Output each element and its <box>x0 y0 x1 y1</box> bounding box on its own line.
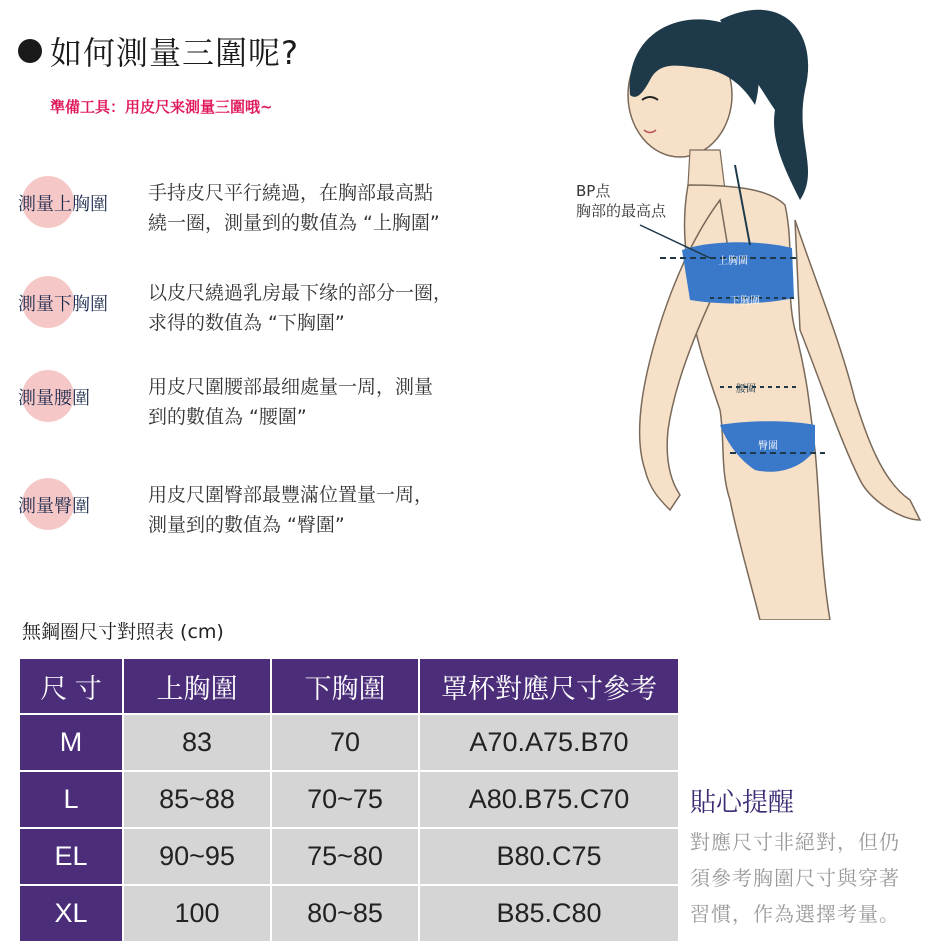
table-header-row <box>19 658 679 714</box>
under-bust-cell: 70 <box>271 714 419 771</box>
bp-point-desc: 胸部的最高点 <box>576 202 667 220</box>
step-desc-line: 到的數值為 “腰圍” <box>148 406 307 428</box>
table-row <box>19 771 679 828</box>
step-label: 測量臀圍 <box>18 496 90 517</box>
upper-bust-band-label: 上胸圍 <box>718 256 748 267</box>
step-description <box>148 178 440 238</box>
woman-figure-icon <box>570 0 950 620</box>
tip-line: 須參考胸圍尺寸與穿著 <box>690 866 900 890</box>
under-bust-cell: 80~85 <box>271 885 419 942</box>
step-desc-line: 用皮尺圍臀部最豐滿位置量一周， <box>148 484 434 506</box>
cup-cell: B85.C80 <box>419 885 679 942</box>
step-label-badge <box>18 178 138 228</box>
hip-band-label: 臀圍 <box>758 441 778 452</box>
step-label-badge <box>18 480 138 530</box>
step-desc-line: 用皮尺圍腰部最细處量一周，測量 <box>148 376 434 398</box>
step-desc-line: 手持皮尺平行繞過，在胸部最高點 <box>148 182 434 204</box>
tip-title: 貼心提醒 <box>690 788 795 818</box>
waist-band-label: 腰圍 <box>736 384 756 395</box>
header-cup-reference: 罩杯對應尺寸參考 <box>419 658 679 714</box>
upper-bust-cell: 85~88 <box>123 771 271 828</box>
table-row <box>19 828 679 885</box>
bp-point-label: BP点 <box>576 182 611 200</box>
under-bust-cell: 75~80 <box>271 828 419 885</box>
step-desc-line: 以皮尺繞過乳房最下缘的部分一圈， <box>148 282 453 304</box>
tools-subtitle: 準備工具：用皮尺来測量三圍哦~ <box>50 98 273 116</box>
cup-cell: A70.A75.B70 <box>419 714 679 771</box>
step-desc-line: 求得的数值為 “下胸圍” <box>148 312 345 334</box>
tip-line: 對應尺寸非絕對，但仍 <box>690 830 900 854</box>
header-upper-bust: 上胸圍 <box>123 658 271 714</box>
step-desc-line: 測量到的數值為 “臀圍” <box>148 514 345 536</box>
cup-cell: B80.C75 <box>419 828 679 885</box>
under-bust-cell: 70~75 <box>271 771 419 828</box>
size-cell: XL <box>19 885 123 942</box>
table-row <box>19 714 679 771</box>
step-desc-line: 繞一圈，測量到的數值為 “上胸圍” <box>148 212 440 234</box>
step-description <box>148 372 433 432</box>
header-size: 尺 寸 <box>19 658 123 714</box>
upper-bust-cell: 100 <box>123 885 271 942</box>
tip-line: 習慣，作為選擇考量。 <box>690 902 900 926</box>
page-title-text: 如何測量三圍呢? <box>50 34 299 72</box>
table-row <box>19 885 679 942</box>
step-label: 測量腰圍 <box>18 388 90 409</box>
size-cell: EL <box>19 828 123 885</box>
step-label: 測量上胸圍 <box>18 194 108 215</box>
size-cell: M <box>19 714 123 771</box>
page-title <box>18 28 299 74</box>
step-description <box>148 480 433 540</box>
header-under-bust: 下胸圍 <box>271 658 419 714</box>
step-label: 測量下胸圍 <box>18 294 108 315</box>
upper-bust-cell: 90~95 <box>123 828 271 885</box>
upper-bust-cell: 83 <box>123 714 271 771</box>
size-chart-table <box>18 657 680 943</box>
step-label-badge <box>18 278 138 328</box>
bullet-dot-icon <box>18 39 42 63</box>
body-measurement-illustration <box>570 0 950 620</box>
step-description <box>148 278 452 338</box>
size-table-caption: 無鋼圈尺寸對照表 (cm) <box>22 621 224 643</box>
under-bust-band-label: 下胸圍 <box>730 296 760 307</box>
cup-cell: A80.B75.C70 <box>419 771 679 828</box>
step-label-badge <box>18 372 138 422</box>
size-cell: L <box>19 771 123 828</box>
